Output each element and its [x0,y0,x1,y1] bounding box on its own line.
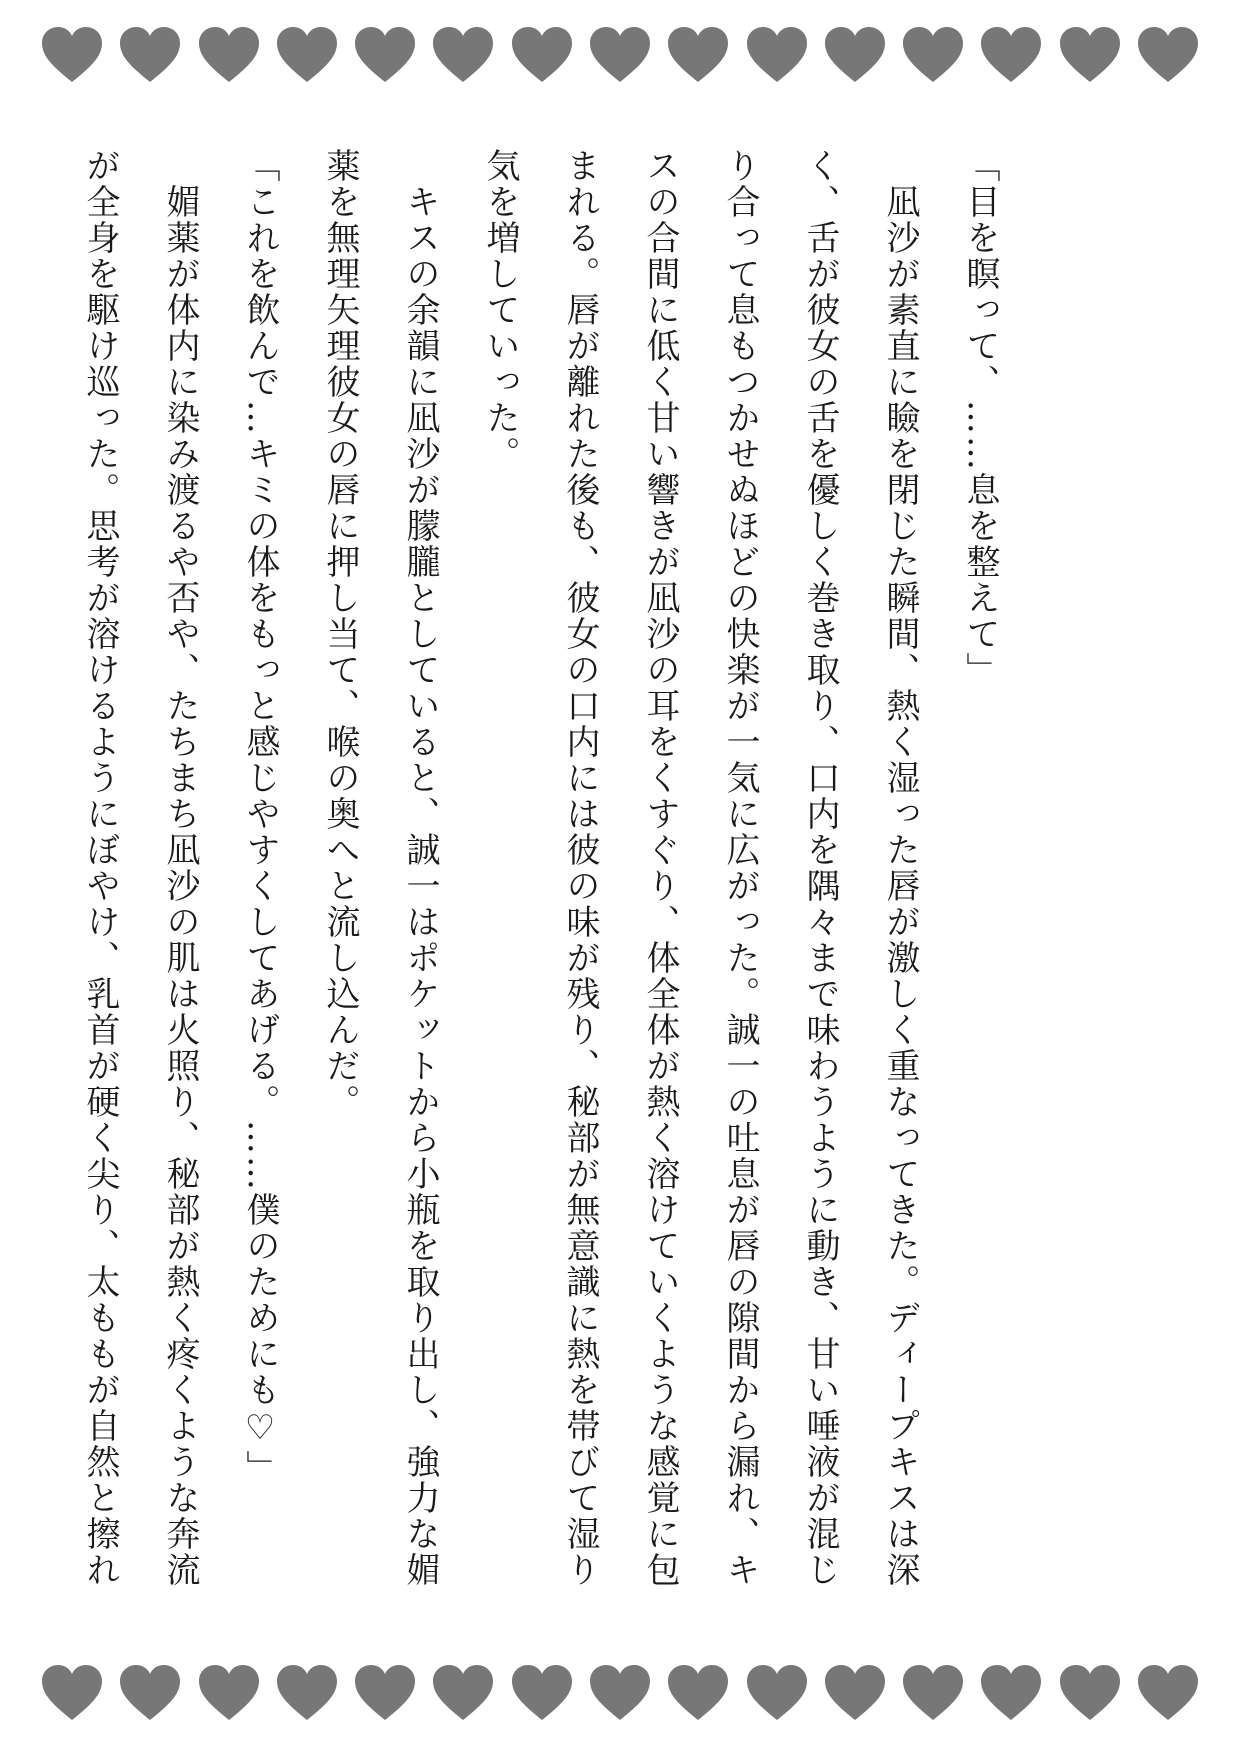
heart-icon [431,1664,495,1722]
heart-icon [40,1664,104,1722]
heart-icon [588,1664,652,1722]
top-heart-border [40,20,1200,90]
heart-icon [40,26,104,84]
paragraph-dialogue-1: 「目を瞑って、……息を整えて」 [960,148,1000,688]
heart-icon [1058,1664,1122,1722]
heart-icon [510,1664,574,1722]
heart-icon [118,1664,182,1722]
heart-icon [979,26,1043,84]
heart-icon [745,1664,809,1722]
paragraph-dialogue-2: 「これを飲んで…キミの体をもっと感じやすくしてあげる。……僕のためにも♡」 [240,148,280,1486]
vertical-text-body [80,148,1020,1618]
heart-icon [275,26,339,84]
heart-icon [197,26,261,84]
bottom-heart-border [40,1658,1200,1728]
heart-icon [823,26,887,84]
heart-icon [1136,1664,1200,1722]
paragraph-narration-1: 凪沙が素直に瞼を閉じた瞬間、熱く湿った唇が激しく重なってきた。ディープキスは深く、舌が彼女の舌を優しく巻き取り、口内を隅々まで味わうように動き、甘い唾液が混じり合って息もつかせぬほどの快楽が一気に広がった。誠一の吐息が唇の隙間から漏れ、キスの合間に低く甘い響きが凪沙の耳をくすぐり、体全体が熱く溶けていくような感覚に包まれる。唇が離れた後も、彼女の口内には彼の味が残り、秘部が無意識に熱を帯びて湿り気を増していった。 [480,148,920,1588]
heart-icon [1136,26,1200,84]
heart-icon [197,1664,261,1722]
heart-icon [666,1664,730,1722]
heart-icon [431,26,495,84]
heart-icon [979,1664,1043,1722]
heart-icon [353,1664,417,1722]
heart-icon [510,26,574,84]
heart-icon [1058,26,1122,84]
heart-icon [275,1664,339,1722]
heart-icon [588,26,652,84]
paragraph-narration-2: キスの余韻に凪沙が朦朧としていると、誠一はポケットから小瓶を取り出し、強力な媚薬を無理矢理彼女の唇に押し当て、喉の奥へと流し込んだ。 [320,148,440,1588]
heart-icon [901,26,965,84]
heart-icon [745,26,809,84]
heart-icon [823,1664,887,1722]
heart-icon [666,26,730,84]
heart-icon [118,26,182,84]
paragraph-narration-3: 媚薬が体内に染み渡るや否や、たちまち凪沙の肌は火照り、秘部が熱く疼くような奔流が全身を駆け巡った。思考が溶けるようにぼやけ、乳首が硬く尖り、太ももが自然と擦れ [80,148,200,1588]
heart-icon [353,26,417,84]
heart-icon [901,1664,965,1722]
